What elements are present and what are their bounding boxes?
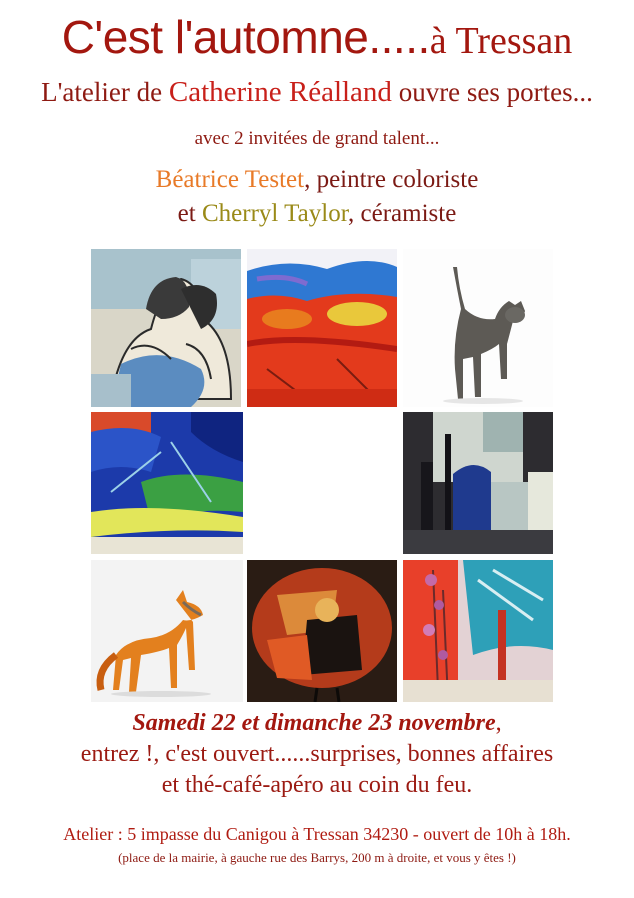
artist-name: Catherine Réalland <box>168 76 392 108</box>
subtitle-before: L'atelier de <box>41 77 169 107</box>
city-abstract-painting <box>403 412 553 554</box>
address: Atelier : 5 impasse du Canigou à Tressan 34230 - ouvert de 10h à 18h. <box>63 824 571 844</box>
guest-2 <box>0 200 634 228</box>
red-landscape-painting <box>247 249 397 407</box>
flowers-painting <box>403 560 553 702</box>
title-location: à Tressan <box>429 20 573 62</box>
guest-2-role: , céramiste <box>348 200 457 227</box>
guests-intro: avec 2 invitées de grand talent... <box>194 128 440 149</box>
guest-1 <box>0 166 634 194</box>
guest-1-name: Béatrice Testet <box>155 166 305 193</box>
dates-suffix: , <box>495 710 502 736</box>
blue-abstract-painting <box>91 412 243 554</box>
event-dates <box>0 710 634 737</box>
directions: (place de la mairie, à gauche rue des Barrys, 200 m à droite, et vous y êtes !) <box>118 850 516 865</box>
event-line-1: entrez !, c'est ouvert......surprises, bonnes affaires <box>80 741 554 767</box>
guest-2-name: Cherryl Taylor <box>201 200 349 227</box>
figure-painting <box>91 249 241 407</box>
round-table-painting <box>247 560 397 702</box>
dates-text: Samedi 22 et dimanche 23 novembre <box>132 710 496 736</box>
subtitle-after: ouvre ses portes... <box>391 77 593 107</box>
event-line-2: et thé-café-apéro au coin du feu. <box>161 772 473 798</box>
subtitle <box>0 76 634 109</box>
title-main: C'est l'automne..... <box>61 11 430 63</box>
guest-1-role: , peintre coloriste <box>304 166 479 193</box>
fox-sculpture <box>91 560 243 702</box>
guest-2-prefix: et <box>177 200 202 227</box>
cat-sculpture <box>403 249 553 407</box>
poster-title <box>0 10 634 64</box>
